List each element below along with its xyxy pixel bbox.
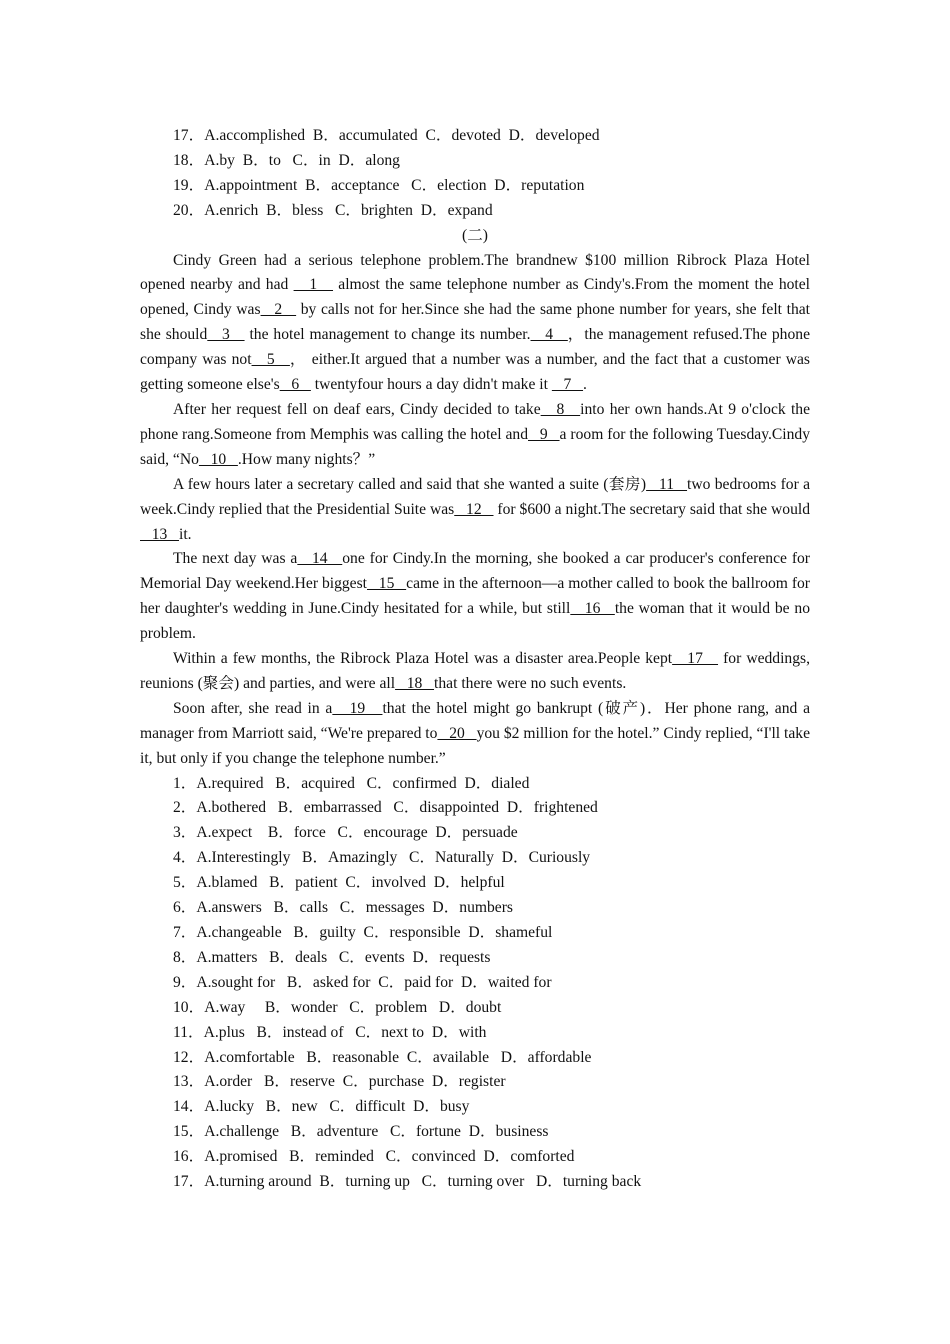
passage-text: ， either.It argued that a number was a number, and the fact that a customer was getting someone else's xyxy=(140,351,810,394)
blank-number: 4 xyxy=(530,326,568,344)
option-line: 10．A.way B．wonder C．problem D．doubt xyxy=(173,998,502,1016)
passage-text: that there were no such events. xyxy=(434,674,627,692)
passage-text: one for Cindy.In the morning, she booked a car producer's conference for Memorial Day weekend.Her biggest xyxy=(140,550,810,593)
passage-paragraph xyxy=(140,398,810,473)
passage-text: into her own hands.At 9 o'clock the phone rang.Someone from Memphis was calling the hotel and xyxy=(140,400,811,443)
passage-text: Cindy Green had a serious telephone problem.The brandnew $100 million Ribrock Plaza Hotel opened nearby and had xyxy=(140,251,810,294)
option-line: 14．A.lucky B．new C．difficult D．busy xyxy=(173,1098,470,1116)
blank-number: 15 xyxy=(367,575,407,593)
option-line: 6．A.answers B．calls C．messages D．numbers xyxy=(173,899,513,917)
blank-number: 7 xyxy=(551,376,584,394)
blank-number: 8 xyxy=(540,400,581,418)
passage-text: the woman that it would be no problem. xyxy=(140,600,810,643)
blank-number: 16 xyxy=(570,600,615,618)
blank-number: 1 xyxy=(293,276,334,294)
passage-paragraph xyxy=(140,547,810,647)
passage-text: for $600 a night.The secretary said that she would xyxy=(493,500,810,518)
option-line-20: 20．A.enrich B．bless C．brighten D．expand xyxy=(173,201,493,219)
blank-number: 6 xyxy=(279,376,311,394)
blank-number: 9 xyxy=(528,425,560,443)
blank-number: 2 xyxy=(260,301,297,319)
option-line: 11．A.plus B．instead of C．next to D．with xyxy=(173,1023,487,1041)
passage-text: twentyfour hours a day didn't make it xyxy=(310,376,552,394)
blank-number: 14 xyxy=(297,550,343,568)
option-line: 2．A.bothered B．embarrassed C．disappointed D．frightened xyxy=(173,799,598,817)
option-line: 8．A.matters B．deals C．events D．requests xyxy=(173,948,491,966)
passage-text: the hotel management to change its number. xyxy=(244,326,531,344)
passage-text: that the hotel might go bankrupt (破产)．Her phone rang, and a manager from Marriott said, “We're prepared to xyxy=(140,699,811,742)
section-title: (二) xyxy=(462,226,488,244)
passage-text: by calls not for her.Since she had the same phone number for years, she felt that she should xyxy=(140,301,811,344)
blank-number: 19 xyxy=(332,699,383,717)
passage-text: almost the same telephone number as Cindy's.From the moment the hotel opened, Cindy was xyxy=(140,276,810,319)
document-page xyxy=(140,124,810,1195)
blank-number: 5 xyxy=(251,351,290,369)
passage-text: . xyxy=(583,376,587,394)
passage-paragraph xyxy=(140,697,810,772)
passage-text: came in the afternoon—a mother called to book the ballroom for her daughter's wedding in June.Cindy hesitated for a while, but still xyxy=(140,575,811,618)
cloze-passage xyxy=(140,249,810,772)
option-line: 9．A.sought for B．asked for C．paid for D．waited for xyxy=(173,973,552,991)
passage-paragraph xyxy=(140,473,810,548)
option-line-19: 19．A.appointment B．acceptance C．election D．reputation xyxy=(173,176,585,194)
blank-number: 12 xyxy=(454,500,494,518)
blank-number: 18 xyxy=(395,674,435,692)
blank-number: 3 xyxy=(207,326,245,344)
passage-text: Soon after, she read in a xyxy=(173,699,333,717)
blank-number: 13 xyxy=(140,525,179,543)
passage-text: two bedrooms for a week.Cindy replied that the Presidential Suite was xyxy=(140,475,811,518)
blank-number: 17 xyxy=(672,650,719,668)
passage-text: ，the management refused.The phone company was not xyxy=(140,326,810,369)
option-line-18: 18．A.by B．to C．in D．along xyxy=(173,151,400,169)
passage-text: A few hours later a secretary called and said that she wanted a suite (套房) xyxy=(173,475,647,493)
top-option-list xyxy=(140,124,810,224)
option-line: 5．A.blamed B．patient C．involved D．helpful xyxy=(173,874,505,892)
passage-text: The next day was a xyxy=(173,550,298,568)
option-line: 12．A.comfortable B．reasonable C．available D．affordable xyxy=(173,1048,592,1066)
passage-paragraph xyxy=(140,249,810,398)
option-line: 3．A.expect B．force C．encourage D．persuade xyxy=(173,824,518,842)
blank-number: 11 xyxy=(646,475,688,493)
passage-text: After her request fell on deaf ears, Cindy decided to take xyxy=(173,400,541,418)
option-line: 15．A.challenge B．adventure C．fortune D．business xyxy=(173,1123,549,1141)
blank-number: 10 xyxy=(198,450,238,468)
passage-text: you $2 million for the hotel.” Cindy replied, “I'll take it, but only if you change the telephone number.” xyxy=(140,724,811,767)
passage-text: it. xyxy=(178,525,192,543)
option-line: 1．A.required B．acquired C．confirmed D．dialed xyxy=(173,774,530,792)
option-line: 4．A.Interestingly B．Amazingly C．Naturally D．Curiously xyxy=(173,849,591,867)
blank-number: 20 xyxy=(437,724,477,742)
option-line-17: 17．A.accomplished B．accumulated C．devoted D．developed xyxy=(173,127,600,144)
option-line: 17．A.turning around B．turning up C．turning over D．turning back xyxy=(173,1173,642,1191)
passage-paragraph xyxy=(140,647,810,697)
passage-text: Within a few months, the Ribrock Plaza Hotel was a disaster area.People kept xyxy=(173,650,673,668)
option-line: 7．A.changeable B．guilty C．responsible D．shameful xyxy=(173,924,553,941)
passage-text: for weddings, reunions (聚会) and parties, and were all xyxy=(140,650,810,692)
passage-text: a room for the following Tuesday.Cindy said, “No xyxy=(140,425,811,468)
cloze-option-list xyxy=(140,772,810,1195)
passage-text: .How many nights？” xyxy=(237,450,376,468)
option-line: 16．A.promised B．reminded C．convinced D．comforted xyxy=(173,1148,575,1166)
option-line: 13．A.order B．reserve C．purchase D．register xyxy=(173,1073,506,1091)
